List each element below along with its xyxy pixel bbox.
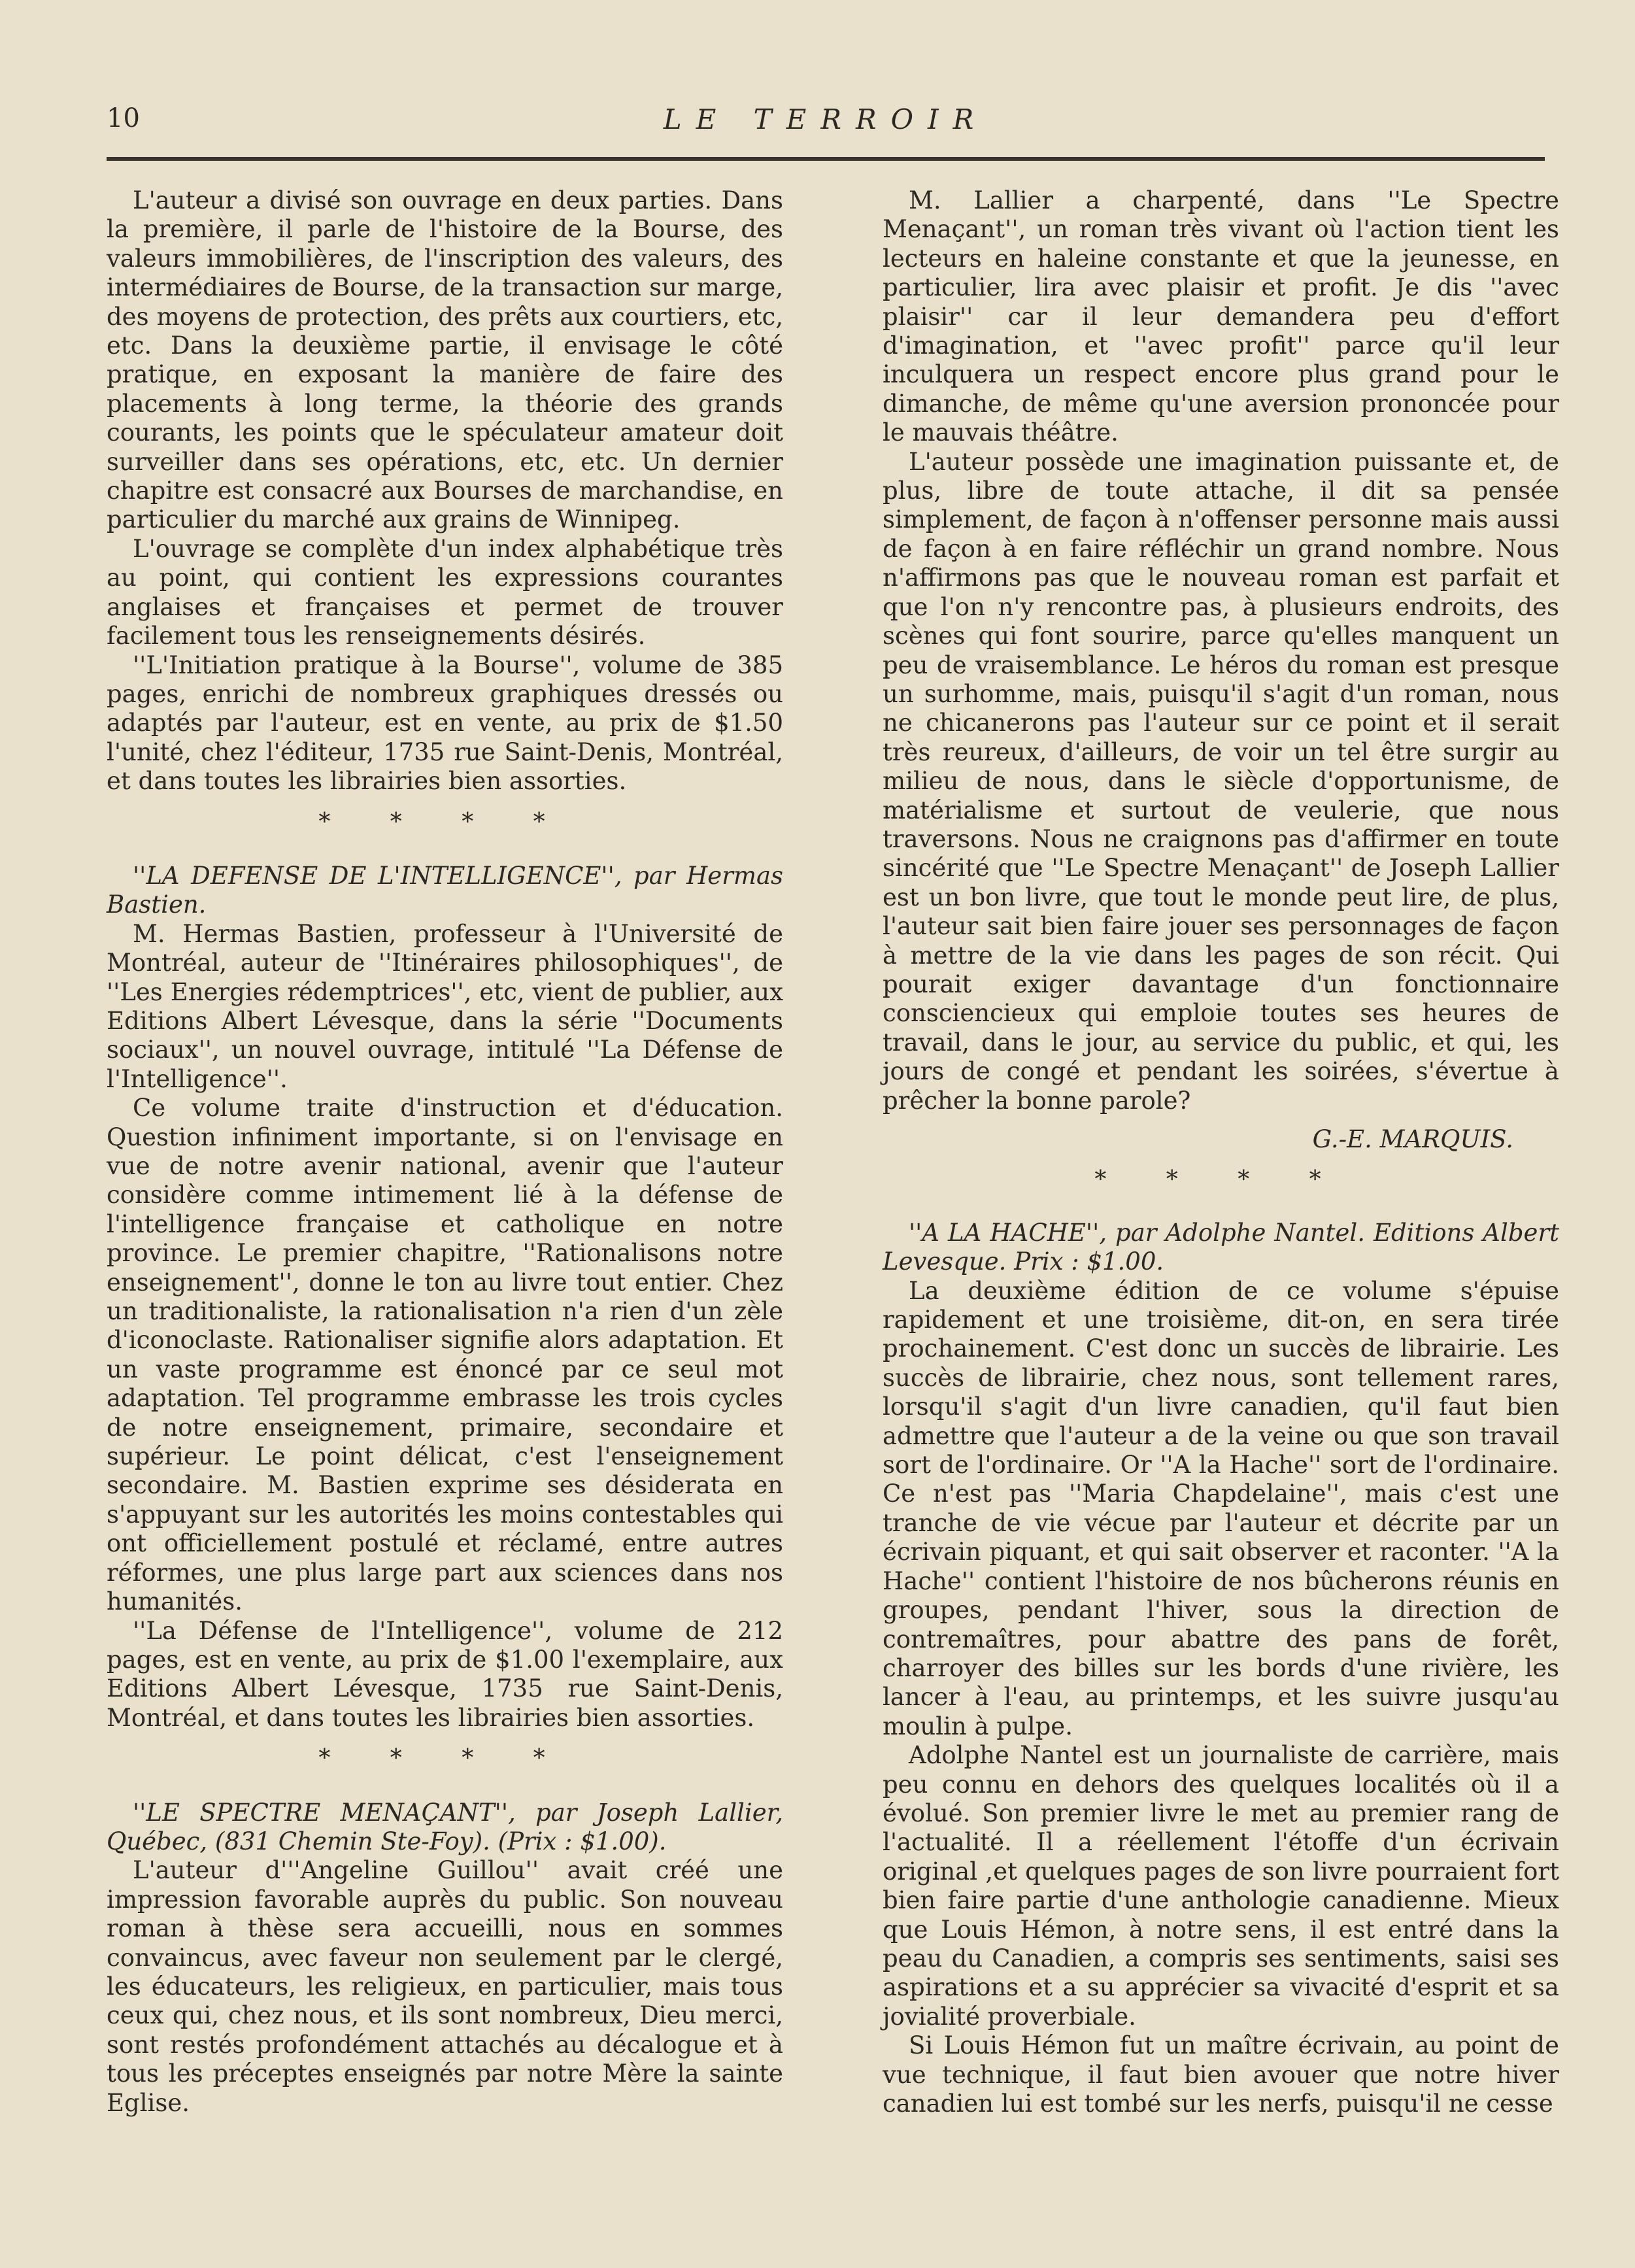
paragraph: M. Hermas Bastien, professeur à l'Université de Montréal, auteur de ''Itinéraires philosophiques'', de ''Les Energies rédemptrices'', etc, vient de publier, aux Editions Albert Lévesque, dans la série ''Documents sociaux'', un nouvel ouvrage, intitulé ''La Défense de l'Intelligence''. <box>107 919 783 1093</box>
paragraph: ''L'Initiation pratique à la Bourse'', volume de 385 pages, enrichi de nombreux graphiques dressés ou adaptés par l'auteur, est en vente, au prix de $1.50 l'unité, chez l'éditeur, 1735 rue Saint-Denis, Montréal, et dans toutes les librairies bien assorties. <box>107 651 783 796</box>
section-separator: * * * * <box>318 808 571 836</box>
paragraph: Ce volume traite d'instruction et d'éducation. Question infiniment importante, si on l'envisage en vue de notre avenir national, avenir que l'auteur considère comme intimement lié à la défense de l'intelligence française et catholique en notre province. Le premier chapitre, ''Rationalisons notre enseignement'', donne le ton au livre tout entier. Chez un traditionaliste, la rationalisation n'a rien d'un zèle d'iconoclaste. Rationaliser signifie alors adaptation. Et un vaste programme est énoncé par ce seul mot adaptation. Tel programme embrasse les trois cycles de notre enseignement, primaire, secondaire et supérieur. Le point délicat, c'est l'enseignement secondaire. M. Bastien exprime ses désiderata en s'appuyant sur les autorités les moins contestables qui ont officiellement postulé et réclamé, entre autres réformes, une plus large part aux sciences dans nos humanités. <box>107 1094 783 1616</box>
running-title: LE TERROIR <box>663 103 988 135</box>
right-column <box>883 186 1559 2118</box>
review-title: ''A LA HACHE'', par Adolphe Nantel. Editions Albert Levesque. Prix : $1.00. <box>883 1218 1559 1276</box>
paragraph: ''La Défense de l'Intelligence'', volume de 212 pages, est en vente, au prix de $1.00 l'exemplaire, aux Editions Albert Lévesque, 1735 rue Saint-Denis, Montréal, et dans toutes les librairies bien assorties. <box>107 1616 783 1732</box>
page-number: 10 <box>107 103 140 133</box>
left-column <box>107 186 783 2118</box>
author-signature: G.-E. MARQUIS. <box>1312 1125 1513 1153</box>
paragraph: L'auteur d'''Angeline Guillou'' avait créé une impression favorable auprès du public. Son nouveau roman à thèse sera accueilli, nous en sommes convaincus, avec faveur non seulement par le clergé, les éducateurs, les religieux, en particulier, mais tous ceux qui, chez nous, et ils sont nombreux, Dieu merci, sont restés profondément attachés au décalogue et à tous les préceptes enseignés par notre Mère la sainte Eglise. <box>107 1856 783 2117</box>
paragraph: L'ouvrage se complète d'un index alphabétique très au point, qui contient les expressions courantes anglaises et françaises et permet de trouver facilement tous les renseignements désirés. <box>107 534 783 651</box>
page-header <box>107 103 1545 143</box>
section-separator: * * * * <box>1094 1166 1347 1194</box>
review-title: ''LE SPECTRE MENAÇANT'', par Joseph Lallier, Québec, (831 Chemin Ste-Foy). (Prix : $1.00). <box>107 1798 783 1855</box>
section-separator: * * * * <box>318 1745 571 1772</box>
paragraph: M. Lallier a charpenté, dans ''Le Spectre Menaçant'', un roman très vivant où l'action tient les lecteurs en haleine constante et que la jeunesse, en particulier, lira avec plaisir et profit. Je dis ''avec plaisir'' car il leur demandera peu d'effort d'imagination, et ''avec profit'' parce qu'il leur inculquera un respect encore plus grand pour le dimanche, de même qu'une aversion prononcée pour le mauvais théâtre. <box>883 186 1559 447</box>
review-title: ''LA DEFENSE DE L'INTELLIGENCE'', par Hermas Bastien. <box>107 861 783 919</box>
paragraph: L'auteur a divisé son ouvrage en deux parties. Dans la première, il parle de l'histoire de la Bourse, des valeurs immobilières, de l'inscription des valeurs, des intermédiaires de Bourse, de la transaction sur marge, des moyens de protection, des prêts aux courtiers, etc, etc. Dans la deuxième partie, il envisage le côté pratique, en exposant la manière de faire des placements à long terme, la théorie des grands courants, les points que le spéculateur amateur doit surveiller dans ses opérations, etc, etc. Un dernier chapitre est consacré aux Bourses de marchandise, en particulier du marché aux grains de Winnipeg. <box>107 186 783 534</box>
paragraph: La deuxième édition de ce volume s'épuise rapidement et une troisième, dit-on, en sera tirée prochainement. C'est donc un succès de librairie. Les succès de librairie, chez nous, sont tellement rares, lorsqu'il s'agit d'un livre canadien, qu'il faut bien admettre que l'auteur a de la veine ou que son travail sort de l'ordinaire. Or ''A la Hache'' sort de l'ordinaire. Ce n'est pas ''Maria Chapdelaine'', mais c'est une tranche de vie vécue par l'auteur et décrite par un écrivain piquant, et qui sait observer et raconter. ''A la Hache'' contient l'histoire de nos bûcherons réunis en groupes, pendant l'hiver, sous la direction de contremaîtres, pour abattre des pans de forêt, charroyer des billes sur les bords d'une rivière, les lancer à l'eau, au printemps, et les suivre jusqu'au moulin à pulpe. <box>883 1276 1559 1740</box>
paragraph: Adolphe Nantel est un journaliste de carrière, mais peu connu en dehors des quelques localités où il a évolué. Son premier livre le met au premier rang de l'actualité. Il a réellement l'étoffe d'un écrivain original ,et quelques pages de son livre pourraient fort bien faire partie d'une anthologie canadienne. Mieux que Louis Hémon, à notre sens, il est entré dans la peau du Canadien, a compris ses sentiments, saisi ses aspirations et a su apprécier sa vivacité d'esprit et sa jovialité proverbiale. <box>883 1741 1559 2031</box>
paragraph: Si Louis Hémon fut un maître écrivain, au point de vue technique, il faut bien avouer que notre hiver canadien lui est tombé sur les nerfs, puisqu'il ne cesse <box>883 2031 1559 2118</box>
header-rule <box>107 157 1545 161</box>
paragraph: L'auteur possède une imagination puissante et, de plus, libre de toute attache, il dit sa pensée simplement, de façon à n'offenser personne mais aussi de façon à en faire réfléchir un grand nombre. Nous n'affirmons pas que le nouveau roman est parfait et que l'on n'y rencontre pas, à plusieurs endroits, des scènes qui font sourire, parce qu'elles manquent un peu de vraisemblance. Le héros du roman est presque un surhomme, mais, puisqu'il s'agit d'un roman, nous ne chicanerons pas l'auteur sur ce point et il serait très reureux, d'ailleurs, de voir un tel être surgir au milieu de nous, dans le siècle d'opportunisme, de matérialisme et surtout de veulerie, que nous traversons. Nous ne craignons pas d'affirmer en toute sincérité que ''Le Spectre Menaçant'' de Joseph Lallier est un bon livre, que tout le monde peut lire, de plus, l'auteur sait bien faire jouer ses personnages de façon à mettre de la vie dans les pages de son récit. Qui pourait exiger davantage d'un fonctionnaire consciencieux qui emploie toutes ses heures de travail, dans le jour, au service du public, et qui, les jours de congé et pendant les soirées, s'évertue à prêcher la bonne parole? <box>883 447 1559 1115</box>
